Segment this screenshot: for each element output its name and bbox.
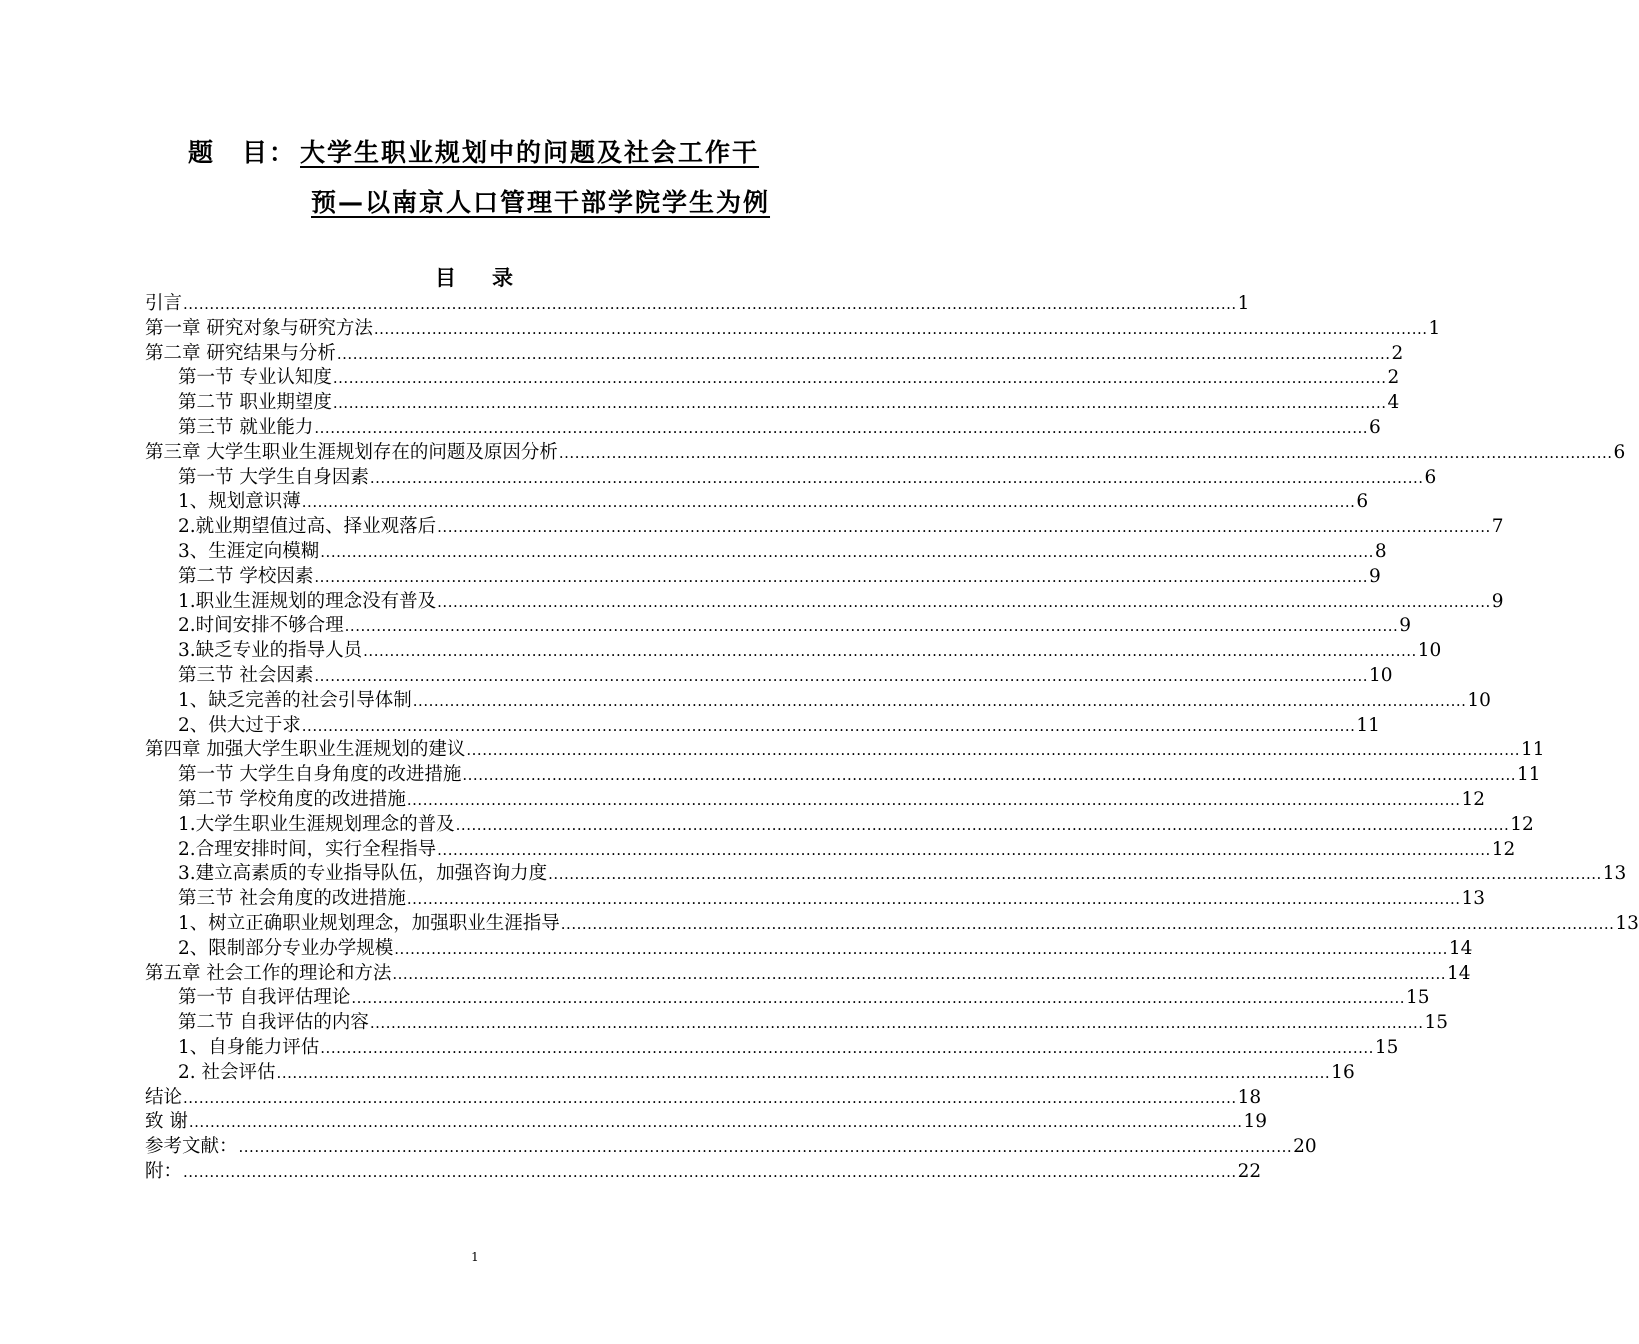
toc-chapter-entry[interactable] [145,738,1545,763]
toc-entry-page: 6 [1424,466,1437,488]
toc-dot-leader: ........................................................................................................................................................................................................ [276,1063,1331,1082]
toc-dot-leader: ........................................................................................................................................................................................................ [369,1014,1424,1033]
toc-chapter-entry[interactable] [145,962,1471,987]
toc-section-entry[interactable] [145,416,1381,441]
toc-entry-title: 1.职业生涯规划的理念没有普及 [178,590,437,612]
toc-dot-leader: ........................................................................................................................................................................................................ [406,890,1461,909]
toc-entry-page: 13 [1461,888,1486,910]
toc-heading-char-1: 目 [435,266,458,290]
toc-entry-title: 第三节 社会角度的改进措施 [178,888,406,910]
toc-entry-title: 第一节 自我评估理论 [178,987,351,1009]
toc-entry-title: 2. 社会评估 [178,1061,276,1083]
toc-entry-page: 7 [1491,516,1504,538]
toc-entry-title: 1.大学生职业生涯规划理念的普及 [178,813,455,835]
toc-dot-leader: ........................................................................................................................................................................................................ [462,766,1517,785]
toc-dot-leader: ........................................................................................................................................................................................................ [332,369,1387,388]
toc-entry-title: 第二节 自我评估的内容 [178,1012,369,1034]
toc-dot-leader: ........................................................................................................................................................................................................ [560,914,1615,933]
toc-chapter-entry[interactable] [145,1110,1268,1135]
toc-entry-title: 第二节 职业期望度 [178,392,332,414]
toc-dot-leader: ........................................................................................................................................................................................................ [320,1038,1374,1057]
toc-entry-title: 第三章 大学生职业生涯规划存在的问题及原因分析 [145,441,558,463]
toc-dot-leader: ........................................................................................................................................................................................................ [437,518,1491,537]
toc-heading [0,262,950,292]
toc-chapter-entry[interactable] [145,342,1404,367]
toc-entry-title: 第二章 研究结果与分析 [145,342,336,364]
toc-section-entry[interactable] [145,466,1437,491]
toc-dot-leader: ........................................................................................................................................................................................................ [183,1162,1237,1181]
toc-entry-title: 第三节 社会因素 [178,664,314,686]
toc-section-entry[interactable] [145,838,1516,863]
toc-section-entry[interactable] [145,689,1491,714]
toc-chapter-entry[interactable] [145,441,1626,466]
toc-entry-page: 19 [1243,1111,1268,1133]
toc-dot-leader: ........................................................................................................................................................................................................ [412,691,1467,710]
toc-dot-leader: ........................................................................................................................................................................................................ [188,1113,1243,1132]
toc-entry-page: 11 [1521,739,1545,761]
toc-entry-title: 1、树立正确职业规划理念，加强职业生涯指导 [178,912,560,934]
toc-heading-char-2: 录 [492,266,515,290]
toc-dot-leader: ........................................................................................................................................................................................................ [548,865,1602,884]
toc-entry-page: 10 [1417,640,1442,662]
toc-entry-page: 6 [1369,416,1381,438]
toc-section-entry[interactable] [145,1011,1449,1036]
toc-entry-title: 引言 [145,293,183,314]
toc-entry-page: 12 [1510,813,1534,835]
toc-chapter-entry[interactable] [145,292,1250,317]
toc-entry-title: 1、缺乏完善的社会引导体制 [178,689,412,711]
toc-dot-leader: ........................................................................................................................................................................................................ [437,840,1491,859]
toc-entry-page: 2 [1387,367,1400,389]
toc-entry-page: 1 [1237,293,1250,314]
toc-entry-page: 1 [1428,317,1441,339]
toc-entry-title: 第五章 社会工作的理论和方法 [145,962,392,984]
toc-dot-leader: ........................................................................................................................................................................................................ [437,592,1491,611]
toc-section-entry[interactable] [145,813,1534,838]
toc-entry-page: 4 [1387,392,1400,414]
toc-section-entry[interactable] [145,515,1504,540]
toc-section-entry[interactable] [145,1036,1399,1061]
document-title-line-1 [188,133,759,169]
toc-dot-leader: ........................................................................................................................................................................................................ [183,295,1237,313]
toc-section-entry[interactable] [145,391,1400,416]
toc-section-entry[interactable] [145,614,1412,639]
toc-dot-leader: ........................................................................................................................................................................................................ [336,344,1391,363]
toc-dot-leader: ........................................................................................................................................................................................................ [558,443,1613,462]
toc-section-entry[interactable] [145,912,1639,937]
toc-section-entry[interactable] [145,565,1381,590]
toc-entry-title: 1、自身能力评估 [178,1036,320,1058]
toc-entry-title: 2.就业期望值过高、择业观落后 [178,516,437,538]
toc-entry-page: 10 [1467,689,1491,711]
toc-chapter-entry[interactable] [145,317,1441,342]
toc-dot-leader: ........................................................................................................................................................................................................ [314,666,1369,685]
toc-entry-page: 15 [1406,987,1430,1009]
toc-entry-page: 14 [1448,937,1473,959]
toc-entry-title: 参考文献： [145,1136,238,1158]
toc-entry-title: 第二节 学校角度的改进措施 [178,788,406,810]
toc-dot-leader: ........................................................................................................................................................................................................ [301,716,1356,735]
toc-entry-page: 11 [1517,764,1541,786]
toc-entry-page: 20 [1293,1136,1317,1158]
toc-dot-leader: ........................................................................................................................................................................................................ [314,567,1369,586]
toc-section-entry[interactable] [145,763,1541,788]
toc-entry-title: 3.建立高素质的专业指导队伍，加强咨询力度 [178,863,548,885]
toc-chapter-entry[interactable] [145,1160,1262,1185]
toc-dot-leader: ........................................................................................................................................................................................................ [351,989,1406,1008]
toc-entry-page: 15 [1374,1036,1399,1058]
toc-dot-leader: ........................................................................................................................................................................................................ [363,642,1417,661]
toc-dot-leader: ........................................................................................................................................................................................................ [301,493,1356,512]
toc-entry-page: 6 [1613,441,1626,463]
toc-dot-leader: ........................................................................................................................................................................................................ [332,394,1387,413]
toc-entry-title: 第一节 大学生自身角度的改进措施 [178,764,462,786]
toc-section-entry[interactable] [145,590,1504,615]
toc-entry-title: 第一节 大学生自身因素 [178,466,369,488]
toc-entry-page: 13 [1615,912,1639,934]
toc-section-entry[interactable] [145,1061,1355,1086]
toc-entry-page: 9 [1369,565,1381,587]
toc-entry-page: 22 [1237,1160,1262,1182]
toc-entry-page: 12 [1491,838,1516,860]
toc-dot-leader: ........................................................................................................................................................................................................ [344,617,1399,636]
title-label: 题 目： [188,138,297,167]
toc-dot-leader: ........................................................................................................................................................................................................ [314,418,1369,437]
toc-section-entry[interactable] [145,862,1627,887]
toc-entry-title: 第二节 学校因素 [178,565,314,587]
toc-entry-title: 2、供大过于求 [178,714,301,736]
title-text-line-1: 大学生职业规划中的问题及社会工作干 [300,138,760,167]
page-number: 1 [471,1250,479,1264]
toc-dot-leader: ........................................................................................................................................................................................................ [238,1138,1293,1157]
toc-section-entry[interactable] [145,887,1486,912]
toc-entry-page: 14 [1447,962,1471,984]
toc-entry-title: 第一节 专业认知度 [178,367,332,389]
toc-entry-title: 第一章 研究对象与研究方法 [145,317,373,339]
toc-section-entry[interactable] [145,714,1380,739]
toc-entry-page: 13 [1602,863,1627,885]
toc-dot-leader: ........................................................................................................................................................................................................ [392,964,1447,983]
toc-section-entry[interactable] [145,490,1369,515]
toc-entry-page: 9 [1491,590,1504,612]
toc-entry-title: 2.时间安排不够合理 [178,615,344,637]
toc-entry-page: 10 [1369,664,1393,686]
toc-entry-title: 结论 [145,1086,183,1108]
toc-entry-page: 15 [1424,1012,1449,1034]
toc-entry-page: 16 [1331,1061,1355,1083]
toc-entry-title: 致 谢 [145,1111,188,1133]
toc-entry-page: 12 [1461,788,1486,810]
toc-entry-page: 18 [1237,1086,1262,1108]
toc-section-entry[interactable] [145,366,1400,391]
toc-dot-leader: ........................................................................................................................................................................................................ [320,542,1374,561]
toc-entry-page: 11 [1356,714,1380,736]
toc-chapter-entry[interactable] [145,1135,1317,1160]
toc-dot-leader: ........................................................................................................................................................................................................ [394,939,1448,958]
title-text-line-2: 预—以南京人口管理干部学院学生为例 [311,188,771,217]
toc-section-entry[interactable] [145,788,1486,813]
toc-dot-leader: ........................................................................................................................................................................................................ [369,468,1424,487]
toc-entry-title: 第四章 加强大学生职业生涯规划的建议 [145,739,466,761]
toc-dot-leader: ........................................................................................................................................................................................................ [406,790,1461,809]
toc-dot-leader: ........................................................................................................................................................................................................ [183,1088,1237,1107]
toc-dot-leader: ........................................................................................................................................................................................................ [455,815,1510,834]
toc-entry-title: 2.合理安排时间，实行全程指导 [178,838,437,860]
toc-section-entry[interactable] [145,937,1473,962]
toc-entry-title: 3、生涯定向模糊 [178,540,320,562]
toc-entry-page: 2 [1391,342,1404,364]
toc-dot-leader: ........................................................................................................................................................................................................ [466,741,1521,760]
toc-entry-page: 9 [1399,615,1412,637]
toc-entry-title: 3.缺乏专业的指导人员 [178,640,363,662]
toc-dot-leader: ........................................................................................................................................................................................................ [373,319,1428,338]
toc-entry-page: 8 [1374,540,1387,562]
table-of-contents [145,292,1639,1185]
toc-chapter-entry[interactable] [145,1086,1262,1111]
toc-section-entry[interactable] [145,664,1393,689]
toc-entry-title: 第三节 就业能力 [178,416,314,438]
toc-entry-title: 1、规划意识薄 [178,491,301,513]
toc-section-entry[interactable] [145,986,1430,1011]
toc-section-entry[interactable] [145,639,1442,664]
toc-entry-page: 6 [1356,491,1369,513]
toc-entry-title: 附： [145,1160,183,1182]
toc-entry-title: 2、限制部分专业办学规模 [178,937,394,959]
toc-section-entry[interactable] [145,540,1387,565]
document-title-line-2 [311,183,770,219]
